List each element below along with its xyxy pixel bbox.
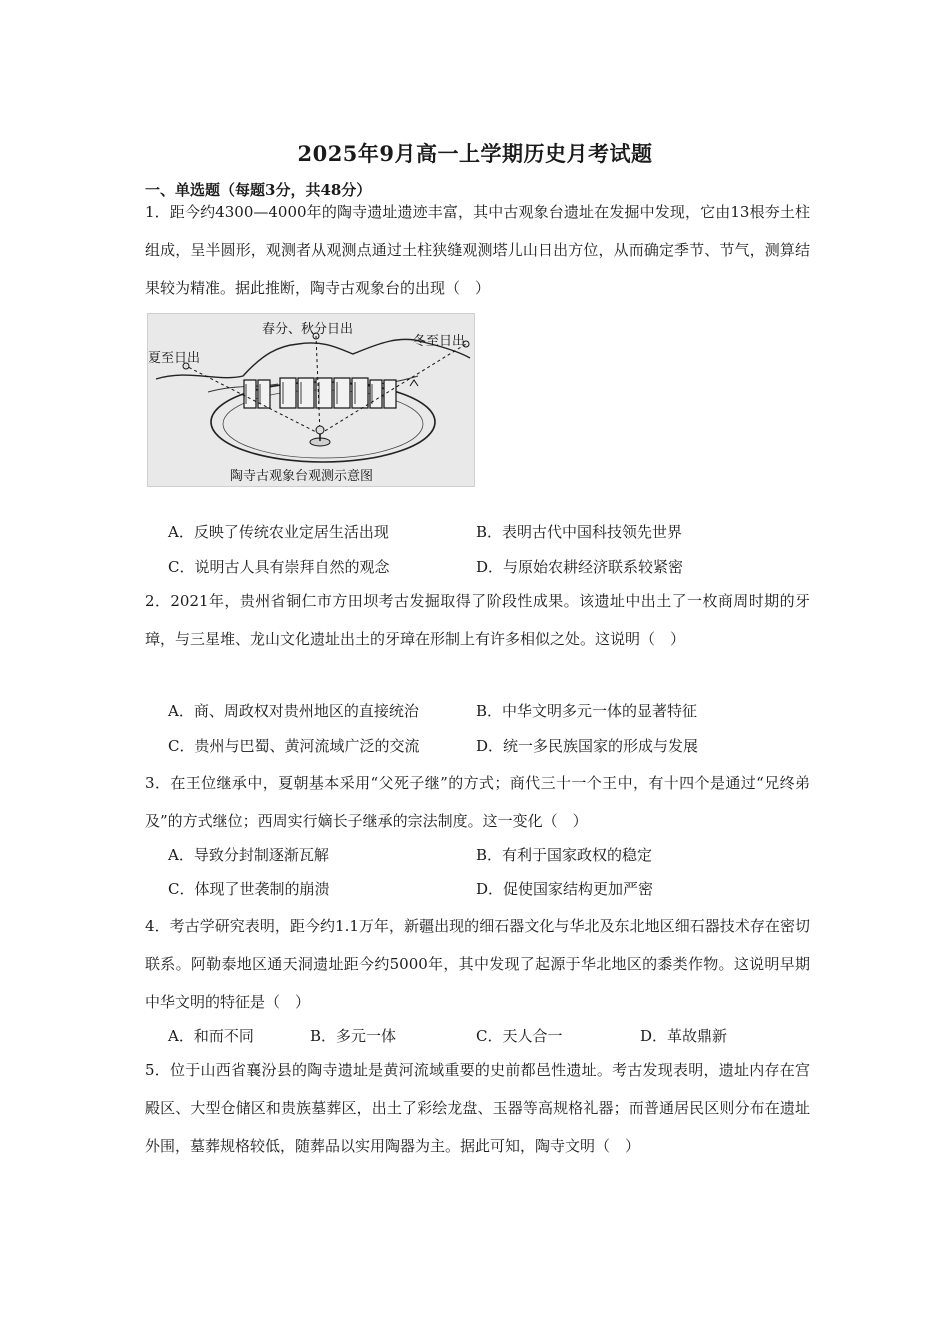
q1-option-d[interactable]: D．与原始农耕经济联系较紧密	[476, 558, 684, 576]
q4-option-d[interactable]: D．革故鼎新	[640, 1027, 728, 1045]
section-heading: 一、单选题（每题3分，共48分）	[145, 181, 372, 199]
q3-option-a[interactable]: A．导致分封制逐渐瓦解	[168, 846, 329, 864]
q4-option-a[interactable]: A．和而不同	[168, 1027, 254, 1045]
q1-option-a[interactable]: A．反映了传统农业定居生活出现	[168, 523, 389, 541]
q1-option-b[interactable]: B．表明古代中国科技领先世界	[476, 523, 683, 541]
q4-option-b[interactable]: B．多元一体	[310, 1027, 397, 1045]
exam-title: 2025年9月高一上学期历史月考试题	[297, 141, 653, 166]
question-2-stem: 2．2021年，贵州省铜仁市方田坝考古发掘取得了阶段性成果。该遗址中出土了一枚商周时期的牙璋，与三星堆、龙山文化遗址出土的牙璋在形制上有许多相似之处。这说明（ ）	[145, 592, 810, 648]
q2-option-d[interactable]: D．统一多民族国家的形成与发展	[476, 737, 699, 755]
equinox-label: 春分、秋分日出	[262, 322, 354, 337]
q4-option-c[interactable]: C．天人合一	[476, 1027, 563, 1045]
q3-option-c[interactable]: C．体现了世袭制的崩溃	[168, 880, 330, 898]
q2-option-b[interactable]: B．中华文明多元一体的显著特征	[476, 702, 698, 720]
summer-solstice-label: 夏至日出	[148, 351, 201, 366]
winter-solstice-label: 冬至日出	[413, 334, 466, 349]
q3-option-d[interactable]: D．促使国家结构更加严密	[476, 880, 654, 898]
q3-option-b[interactable]: B．有利于国家政权的稳定	[476, 846, 653, 864]
q2-option-c[interactable]: C．贵州与巴蜀、黄河流域广泛的交流	[168, 737, 420, 755]
question-3-stem: 3．在王位继承中，夏朝基本采用“父死子继”的方式；商代三十一个王中，有十四个是通过“兄终弟及”的方式继位；西周实行嫡长子继承的宗法制度。这一变化（ ）	[145, 774, 810, 830]
question-4-stem: 4．考古学研究表明，距今约1.1万年，新疆出现的细石器文化与华北及东北地区细石器技术存在密切联系。阿勒泰地区通天洞遗址距今约5000年，其中发现了起源于华北地区的黍类作物。这说明早期中华文明的特征是（ ）	[145, 917, 810, 1011]
question-1-stem: 1．距今约4300—4000年的陶寺遗址遗迹丰富，其中古观象台遗址在发掘中发现，它由13根夯土柱组成，呈半圆形，观测者从观测点通过土柱狭缝观测塔儿山日出方位，从而确定季节、节气，测算结果较为精准。据此推断，陶寺古观象台的出现（ ）	[145, 203, 810, 297]
q2-option-a[interactable]: A．商、周政权对贵州地区的直接统治	[168, 702, 419, 720]
figure-caption: 陶寺古观象台观测示意图	[230, 469, 374, 484]
observatory-figure	[147, 313, 475, 487]
question-5-stem: 5．位于山西省襄汾县的陶寺遗址是黄河流域重要的史前都邑性遗址。考古发现表明，遗址内存在宫殿区、大型仓储区和贵族墓葬区，出土了彩绘龙盘、玉器等高规格礼器；而普通居民区则分布在遗址外围，墓葬规格较低，随葬品以实用陶器为主。据此可知，陶寺文明（ ）	[145, 1061, 810, 1155]
q1-option-c[interactable]: C．说明古人具有崇拜自然的观念	[168, 558, 390, 576]
